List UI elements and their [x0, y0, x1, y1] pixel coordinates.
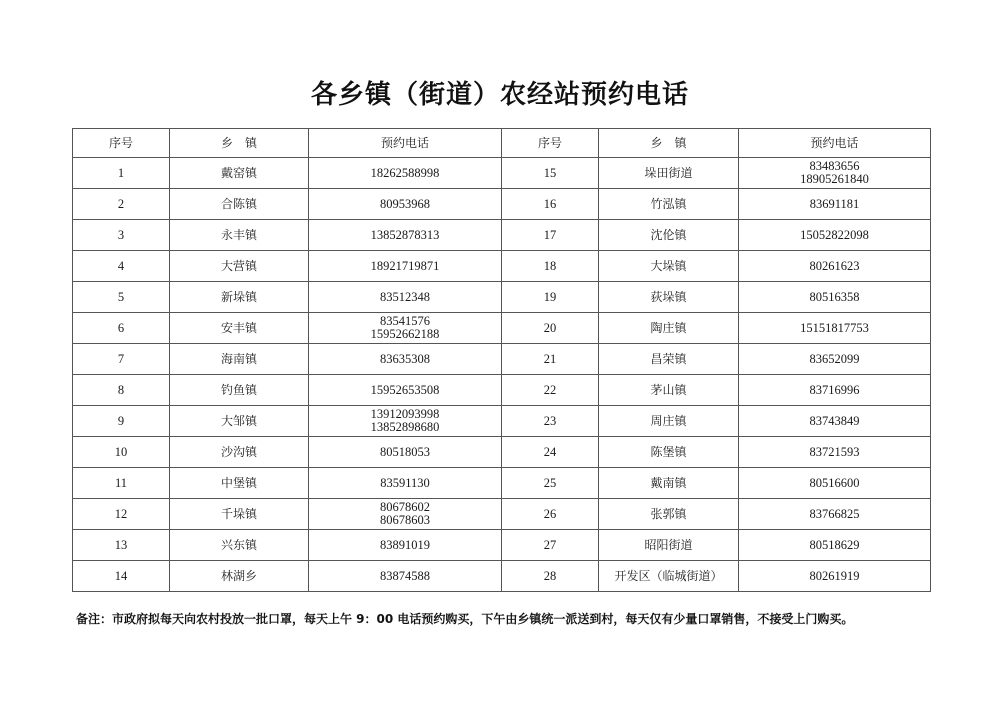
row-town: 钓鱼镇	[170, 375, 309, 406]
row-phone: 83541576 15952662188	[309, 313, 502, 344]
row-phone: 83512348	[309, 282, 502, 313]
row-town: 大营镇	[170, 251, 309, 282]
header-town-right: 乡 镇	[599, 129, 739, 158]
header-town-left: 乡 镇	[170, 129, 309, 158]
row-town: 戴窑镇	[170, 158, 309, 189]
table-row	[73, 189, 931, 220]
row-town: 安丰镇	[170, 313, 309, 344]
row-town: 永丰镇	[170, 220, 309, 251]
row-phone: 13852878313	[309, 220, 502, 251]
row-phone: 15151817753	[739, 313, 931, 344]
row-phone: 80518629	[739, 530, 931, 561]
row-phone: 18921719871	[309, 251, 502, 282]
row-phone: 83721593	[739, 437, 931, 468]
row-town: 兴东镇	[170, 530, 309, 561]
row-no: 1	[73, 158, 170, 189]
row-phone: 18262588998	[309, 158, 502, 189]
row-no: 5	[73, 282, 170, 313]
row-phone: 83743849	[739, 406, 931, 437]
table-row	[73, 251, 931, 282]
row-no: 15	[502, 158, 599, 189]
row-town: 林湖乡	[170, 561, 309, 592]
row-town: 茅山镇	[599, 375, 739, 406]
header-no-right: 序号	[502, 129, 599, 158]
row-phone: 15052822098	[739, 220, 931, 251]
table-row	[73, 561, 931, 592]
row-town: 昭阳街道	[599, 530, 739, 561]
header-phone-right: 预约电话	[739, 129, 931, 158]
row-town: 海南镇	[170, 344, 309, 375]
row-phone: 15952653508	[309, 375, 502, 406]
row-phone: 83652099	[739, 344, 931, 375]
row-no: 6	[73, 313, 170, 344]
row-town: 中堡镇	[170, 468, 309, 499]
row-town: 陶庄镇	[599, 313, 739, 344]
row-phone: 83766825	[739, 499, 931, 530]
row-phone: 80261623	[739, 251, 931, 282]
row-no: 9	[73, 406, 170, 437]
row-town: 开发区（临城街道）	[599, 561, 739, 592]
row-town: 大邹镇	[170, 406, 309, 437]
row-phone: 80516600	[739, 468, 931, 499]
row-no: 11	[73, 468, 170, 499]
row-town: 张郭镇	[599, 499, 739, 530]
row-no: 20	[502, 313, 599, 344]
table-header-row	[73, 129, 931, 158]
row-no: 18	[502, 251, 599, 282]
row-no: 12	[73, 499, 170, 530]
row-town: 大垛镇	[599, 251, 739, 282]
row-phone: 80261919	[739, 561, 931, 592]
footnote: 备注：市政府拟每天向农村投放一批口罩，每天上午 9：00 电话预约购买，下午由乡镇统一派送到村，每天仅有少量口罩销售，不接受上门购买。	[76, 612, 854, 626]
row-phone: 13912093998 13852898680	[309, 406, 502, 437]
row-no: 7	[73, 344, 170, 375]
row-no: 13	[73, 530, 170, 561]
table-row	[73, 344, 931, 375]
row-town: 竹泓镇	[599, 189, 739, 220]
row-town: 垛田街道	[599, 158, 739, 189]
table-row	[73, 220, 931, 251]
row-no: 16	[502, 189, 599, 220]
row-phone: 83874588	[309, 561, 502, 592]
row-phone: 83635308	[309, 344, 502, 375]
row-no: 8	[73, 375, 170, 406]
row-no: 2	[73, 189, 170, 220]
row-town: 沈伦镇	[599, 220, 739, 251]
row-no: 22	[502, 375, 599, 406]
row-phone: 83691181	[739, 189, 931, 220]
row-no: 4	[73, 251, 170, 282]
row-phone: 80516358	[739, 282, 931, 313]
row-no: 24	[502, 437, 599, 468]
row-no: 19	[502, 282, 599, 313]
table-row	[73, 158, 931, 189]
table-row	[73, 313, 931, 344]
row-town: 周庄镇	[599, 406, 739, 437]
row-no: 25	[502, 468, 599, 499]
table-row	[73, 468, 931, 499]
row-phone: 80518053	[309, 437, 502, 468]
row-town: 昌荣镇	[599, 344, 739, 375]
table-row	[73, 406, 931, 437]
row-no: 21	[502, 344, 599, 375]
row-town: 荻垛镇	[599, 282, 739, 313]
header-no-left: 序号	[73, 129, 170, 158]
phone-table	[72, 128, 931, 592]
row-no: 23	[502, 406, 599, 437]
table-row	[73, 437, 931, 468]
row-phone: 83591130	[309, 468, 502, 499]
row-phone: 80678602 80678603	[309, 499, 502, 530]
table-row	[73, 499, 931, 530]
row-town: 新垛镇	[170, 282, 309, 313]
row-phone: 80953968	[309, 189, 502, 220]
row-no: 14	[73, 561, 170, 592]
row-no: 27	[502, 530, 599, 561]
row-no: 28	[502, 561, 599, 592]
row-town: 戴南镇	[599, 468, 739, 499]
table-row	[73, 530, 931, 561]
row-town: 沙沟镇	[170, 437, 309, 468]
header-phone-left: 预约电话	[309, 129, 502, 158]
row-town: 千垛镇	[170, 499, 309, 530]
table-row	[73, 282, 931, 313]
row-no: 26	[502, 499, 599, 530]
page-title: 各乡镇（街道）农经站预约电话	[310, 80, 689, 110]
row-town: 陈堡镇	[599, 437, 739, 468]
row-phone: 83891019	[309, 530, 502, 561]
row-no: 10	[73, 437, 170, 468]
table-row	[73, 375, 931, 406]
row-no: 17	[502, 220, 599, 251]
row-no: 3	[73, 220, 170, 251]
row-phone: 83716996	[739, 375, 931, 406]
row-phone: 83483656 18905261840	[739, 158, 931, 189]
row-town: 合陈镇	[170, 189, 309, 220]
